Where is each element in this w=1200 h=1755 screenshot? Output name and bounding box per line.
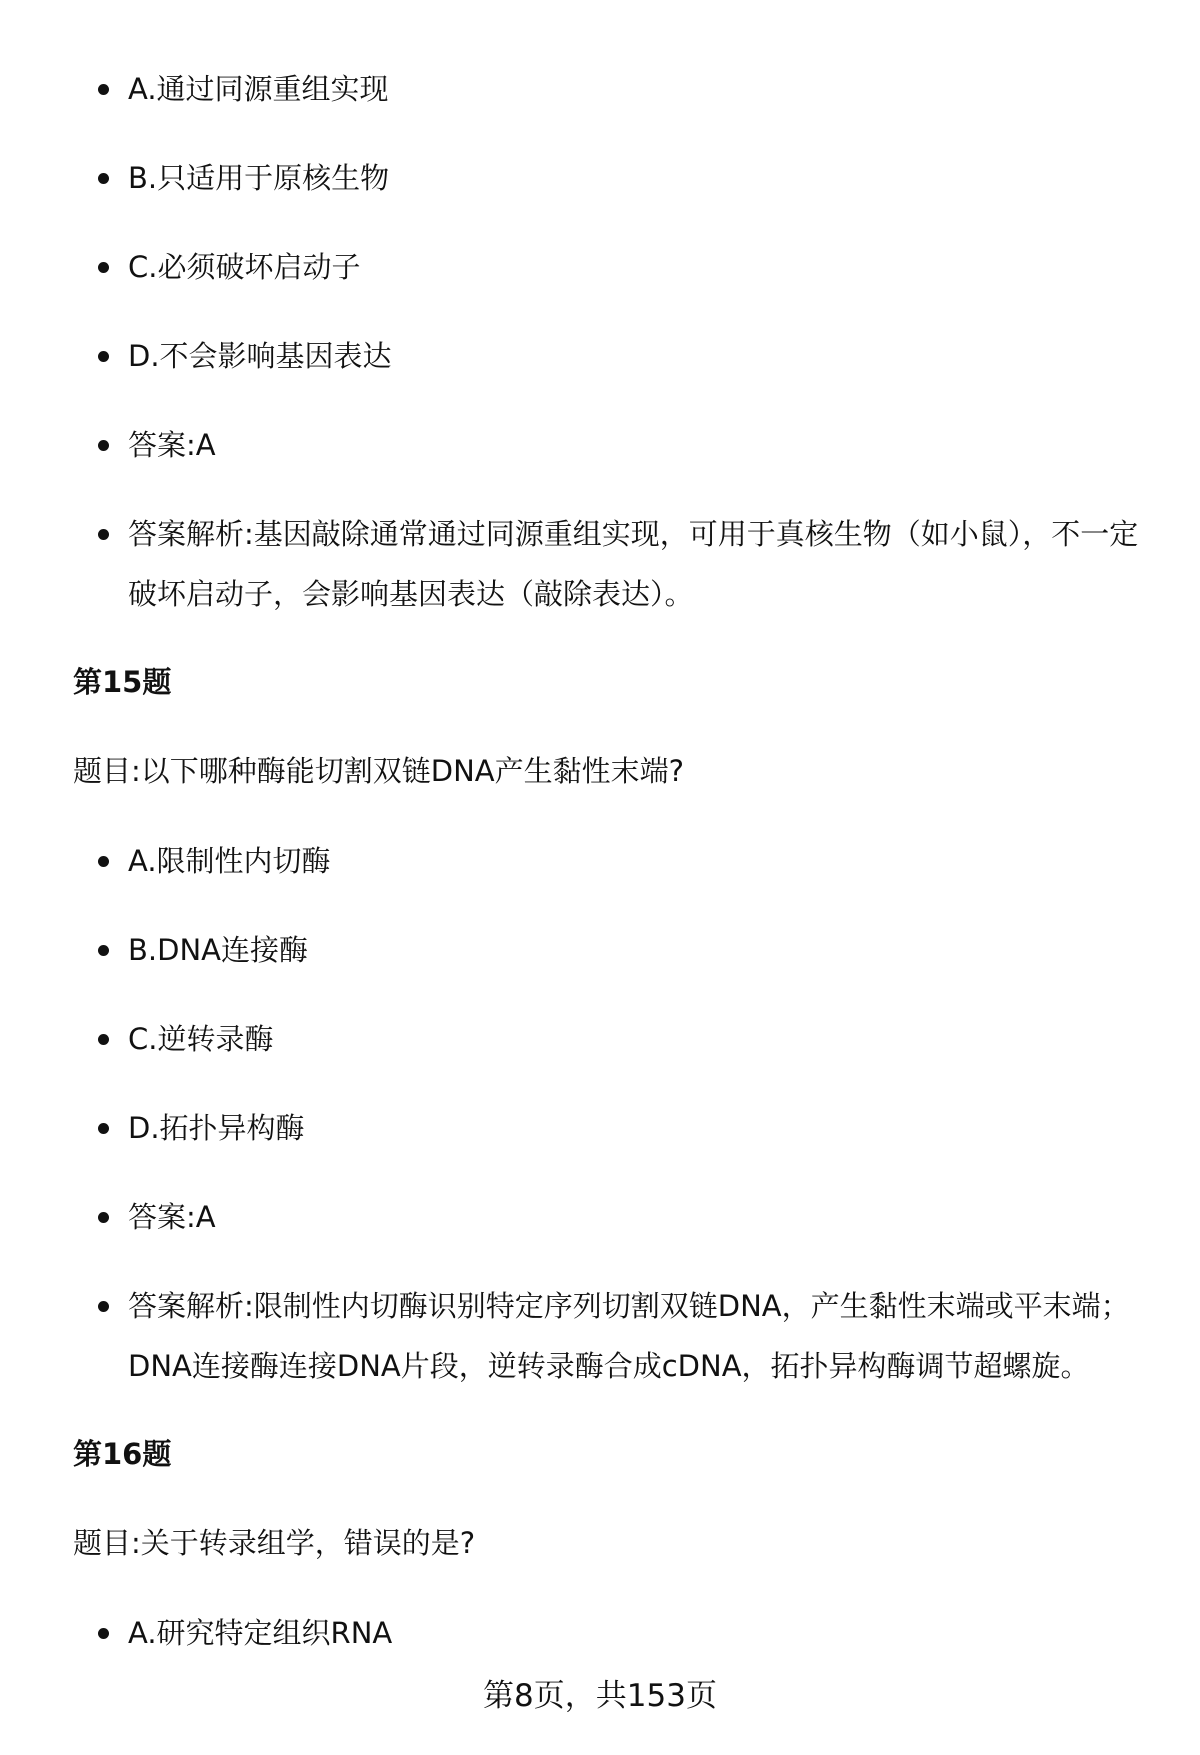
option-b: B.只适用于原核生物 (128, 161, 390, 195)
bullet-dot (98, 1123, 109, 1134)
bullet-dot (98, 1212, 109, 1223)
bullet-dot (98, 262, 109, 273)
page-number: 第8页，共153页 (483, 1678, 717, 1714)
bullet-dot (98, 529, 109, 540)
bullet-dot (98, 856, 109, 867)
bullet-dot (98, 440, 109, 451)
question-title: 第16题 (73, 1437, 172, 1471)
bullet-dot (98, 84, 109, 95)
option-d: D.不会影响基因表达 (128, 339, 392, 373)
option-d: D.拓扑异构酶 (128, 1111, 305, 1145)
answer: 答案:A (128, 1200, 216, 1234)
bullet-dot (98, 945, 109, 956)
answer: 答案:A (128, 428, 216, 462)
option-c: C.必须破坏启动子 (128, 250, 361, 284)
bullet-dot (98, 1034, 109, 1045)
option-b: B.DNA连接酶 (128, 933, 308, 967)
option-a: A.研究特定组织RNA (128, 1616, 393, 1650)
question-title: 第15题 (73, 665, 172, 699)
option-a: A.通过同源重组实现 (128, 72, 389, 106)
answer-analysis: 答案解析:限制性内切酶识别特定序列切割双链DNA，产生黏性末端或平末端；DNA连接酶连接DNA片段，逆转录酶合成cDNA，拓扑异构酶调节超螺旋。 (128, 1289, 1130, 1383)
question-stem: 题目:以下哪种酶能切割双链DNA产生黏性末端? (73, 754, 685, 788)
option-c: C.逆转录酶 (128, 1022, 274, 1056)
option-a: A.限制性内切酶 (128, 844, 331, 878)
bullet-dot (98, 1628, 109, 1639)
bullet-dot (98, 351, 109, 362)
question-stem: 题目:关于转录组学，错误的是? (73, 1526, 476, 1560)
bullet-dot (98, 1301, 109, 1312)
bullet-dot (98, 173, 109, 184)
answer-analysis: 答案解析:基因敲除通常通过同源重组实现，可用于真核生物（如小鼠），不一定破坏启动子，会影响基因表达（敲除表达）。 (128, 517, 1139, 611)
